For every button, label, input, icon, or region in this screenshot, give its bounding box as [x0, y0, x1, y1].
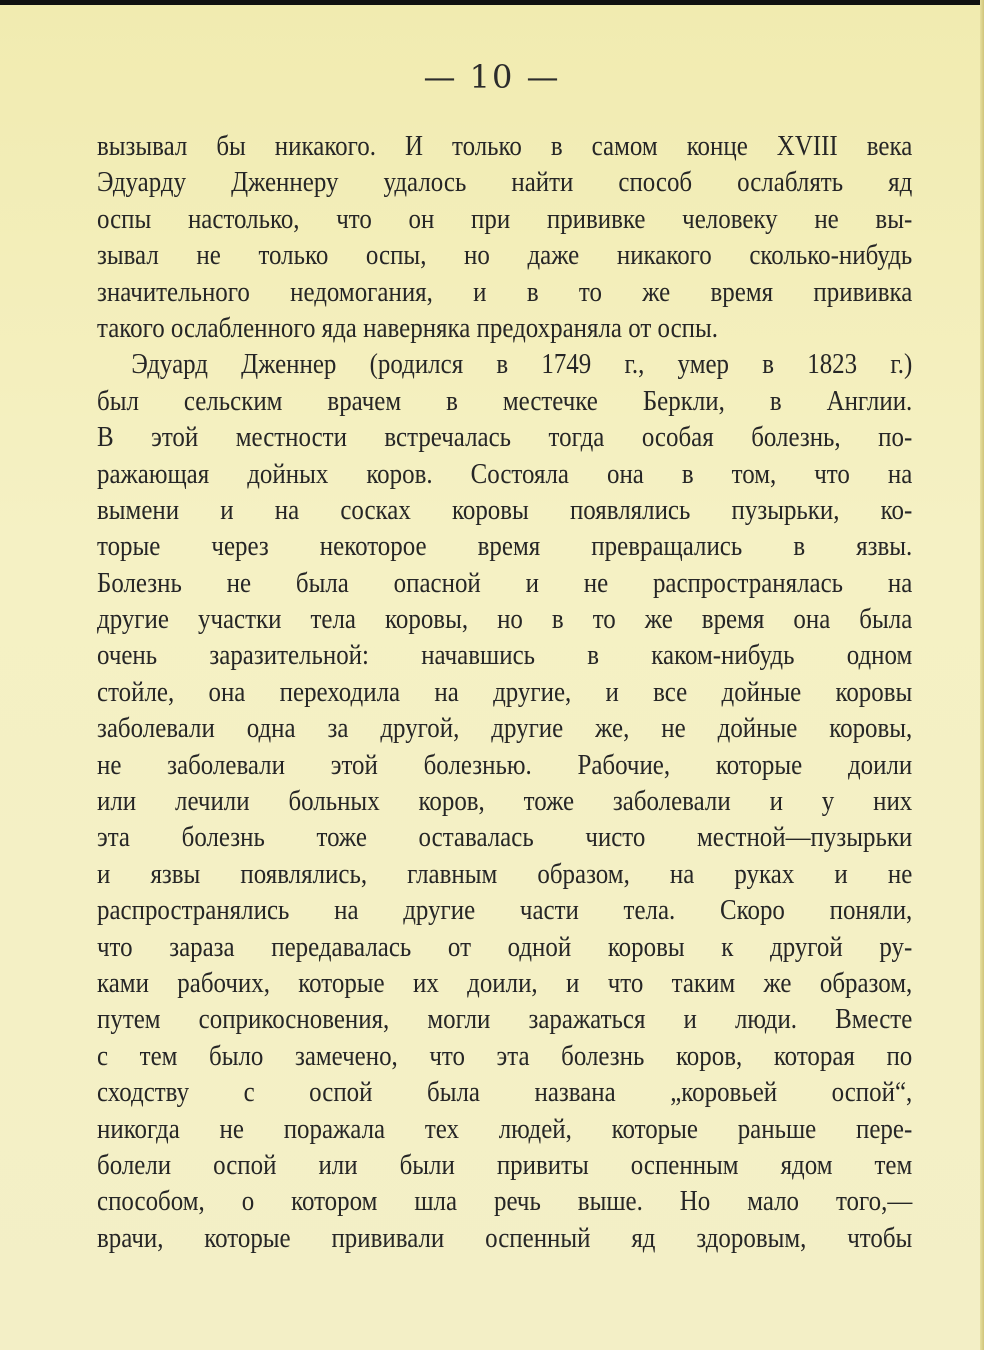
text-line: ражающая дойных коров. Состояла она в том, что на: [97, 457, 913, 490]
text-line: торые через некоторое время превращались в язвы.: [97, 530, 913, 563]
text-line: распространялись на другие части тела. Скоро поняли,: [97, 894, 913, 927]
text-line: стойле, она переходила на другие, и все дойные коровы: [97, 675, 913, 708]
text-line: был сельским врачем в местечке Беркли, в Англии.: [97, 384, 913, 417]
text-line: Эдуард Дженнер (родился в 1749 г., умер в 1823 г.): [131, 348, 913, 381]
text-line: способом, о котором шла речь выше. Но мало того,—: [97, 1185, 913, 1218]
text-line: зывал не только оспы, но даже никакого сколько-нибудь: [97, 239, 913, 272]
text-line: Эдуарду Дженнеру удалось найти способ ослаблять яд: [97, 166, 913, 199]
text-line: болели оспой или были привиты оспенным ядом тем: [97, 1148, 913, 1181]
text-line: ками рабочих, которые их доили, и что таким же образом,: [97, 966, 913, 999]
text-line: не заболевали этой болезнью. Рабочие, которые доили: [97, 748, 913, 781]
text-line: вымени и на сосках коровы появлялись пузырьки, ко-: [97, 493, 913, 526]
text-line: другие участки тела коровы, но в то же время она была: [97, 603, 913, 636]
text-line: или лечили больных коров, тоже заболевали и у них: [97, 785, 913, 818]
text-line: заболевали одна за другой, другие же, не дойные коровы,: [97, 712, 913, 745]
text-line: эта болезнь тоже оставалась чисто местной—пузырьки: [97, 821, 913, 854]
text-line: вызывал бы никакого. И только в самом конце XVIII века: [97, 130, 913, 162]
page-top-edge: [0, 0, 984, 5]
page-right-edge: [980, 0, 984, 1350]
text-line: с тем было замечено, что эта болезнь коров, которая по: [97, 1039, 913, 1072]
text-line: оспы настолько, что он при прививке человеку не вы-: [97, 202, 913, 235]
text-line: путем соприкосновения, могли заражаться и люди. Вместе: [97, 1003, 913, 1036]
text-line: В этой местности встречалась тогда особая болезнь, по-: [97, 421, 913, 454]
text-line: врачи, которые прививали оспенный яд здоровым, чтобы: [97, 1221, 913, 1254]
text-line: никогда не поражала тех людей, которые раньше пере-: [97, 1112, 913, 1145]
text-line: и язвы появлялись, главным образом, на руках и не: [97, 857, 913, 890]
text-line: Болезнь не была опасной и не распространялась на: [97, 566, 913, 599]
text-line: очень заразительной: начавшись в каком-нибудь одном: [97, 639, 913, 672]
text-line: сходству с оспой была названа „коровьей оспой“,: [97, 1076, 913, 1109]
body-text: [97, 128, 912, 1256]
text-line: такого ослабленного яда наверняка предохраняла от оспы.: [97, 311, 719, 344]
text-line: значительного недомогания, и в то же время прививка: [97, 275, 913, 308]
page-number: — 10 —: [423, 58, 561, 96]
text-line: что зараза передавалась от одной коровы к другой ру-: [97, 930, 913, 963]
